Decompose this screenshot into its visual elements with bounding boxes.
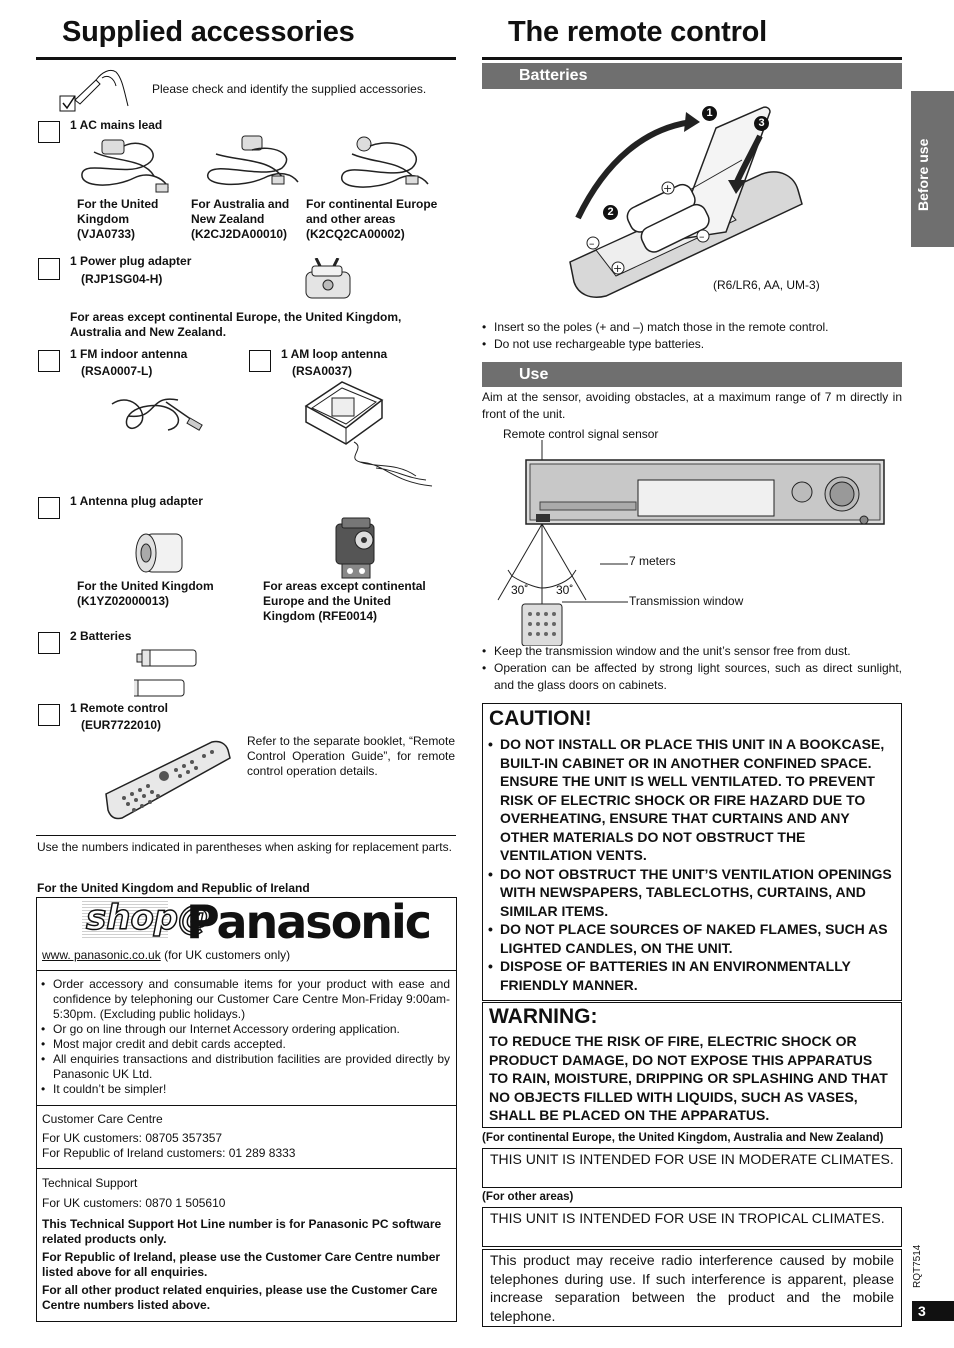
tech-note-2: For Republic of Ireland, please use the Customer Care Centre number listed above for all enquiries. xyxy=(42,1250,441,1279)
remote-code: (EUR7722010) xyxy=(81,718,162,732)
shop-bullet: • Order accessory and consumable items for your product with ease and confidence by telephoning our Customer Care Centre Mon-Friday 9:00am- 5:30pm. (Excluding public holidays.) xyxy=(41,977,450,1022)
angle-right-label: 30˚ xyxy=(556,583,574,597)
ac-lead-uk: For the United Kingdom (VJA0733) xyxy=(77,197,159,241)
title-rule-right xyxy=(482,57,902,60)
page-title-left: Supplied accessories xyxy=(62,16,355,48)
tech-note-1: This Technical Support Hot Line number is for Panasonic PC software related products only. xyxy=(42,1217,442,1246)
eu-mains-lead-image xyxy=(336,136,436,196)
window-label: Transmission window xyxy=(629,594,744,608)
tech-note-3: For all other product related enquiries, please use the Customer Care Centre numbers listed above. xyxy=(42,1283,438,1312)
panasonic-logo: Panasonic xyxy=(186,895,431,949)
uk-antenna-plug-image xyxy=(132,530,190,576)
battery-types: (R6/LR6, AA, UM-3) xyxy=(713,278,820,292)
power-plug-adapter-image xyxy=(298,258,360,304)
warning-text: TO REDUCE THE RISK OF FIRE, ELECTRIC SHOCK OR PRODUCT DAMAGE, DO NOT EXPOSE THIS APPARATUS TO RAIN, MOISTURE, DRIPPING OR SPLASHING AND THAT NO OBJECTS FILLED WITH LIQUIDS, SUCH AS VASES, SHALL BE PLACED ON THE APPARATUS. xyxy=(489,1033,888,1123)
remote-label: 1 Remote control xyxy=(70,701,169,715)
interference-box: This product may receive radio interference caused by mobile telephones during use. If such interference is apparent, please increase separation between the product and the mobile telephone. xyxy=(482,1249,902,1327)
shop-bullet: • Or go on line through our Internet Accessory ordering application. xyxy=(41,1022,450,1037)
shop-bullets xyxy=(41,977,450,1097)
power-plug-checkbox[interactable] xyxy=(38,258,60,280)
battery-insertion-image xyxy=(566,100,806,300)
range-label: 7 meters xyxy=(629,554,676,568)
caution-title: CAUTION! xyxy=(489,707,592,730)
caution-item: • DO NOT OBSTRUCT THE UNIT’S VENTILATION OPENINGS WITH NEWSPAPERS, TABLECLOTHS, CURTAINS, AND SIMILAR ITEMS. xyxy=(488,865,894,921)
uk-heading: For the United Kingdom and Republic of Ireland xyxy=(37,881,310,895)
batteries-heading: Batteries xyxy=(482,63,902,89)
use-bullet: • Operation can be affected by strong light sources, such as direct sunlight, and the glass doors on cabinets. xyxy=(482,660,902,694)
warning-title: WARNING: xyxy=(489,1005,598,1028)
antenna-plug-other: For areas except continental Europe and the United Kingdom (RFE0014) xyxy=(263,579,426,623)
ac-lead-label: 1 AC mains lead xyxy=(70,118,163,132)
caution-list xyxy=(488,735,894,994)
intro-text: Please check and identify the supplied accessories. xyxy=(152,82,427,96)
use-bullets xyxy=(482,643,902,694)
page-title-right: The remote control xyxy=(508,16,768,48)
divider-left xyxy=(36,835,456,836)
fm-antenna-checkbox[interactable] xyxy=(38,350,60,372)
ac-lead-au: For Australia and New Zealand (K2CJ2DA00010) xyxy=(191,197,290,241)
antenna-plug-label: 1 Antenna plug adapter xyxy=(70,494,203,508)
shop-divider-3 xyxy=(37,1168,456,1169)
fm-antenna-code: (RSA0007-L) xyxy=(81,364,153,378)
region-1-box: THIS UNIT IS INTENDED FOR USE IN MODERATE CLIMATES. xyxy=(482,1148,902,1188)
use-text: Aim at the sensor, avoiding obstacles, at a maximum range of 7 m directly in front of the unit. xyxy=(482,390,902,421)
sensor-label: Remote control signal sensor xyxy=(503,427,659,441)
panasonic-url-link[interactable]: www. panasonic.co.uk xyxy=(42,948,161,962)
svg-text:–: – xyxy=(699,230,705,243)
side-tab-label: Before use xyxy=(915,138,931,211)
power-plug-note: For areas except continental Europe, the United Kingdom, Australia and New Zealand. xyxy=(70,310,402,339)
step-3-badge: 3 xyxy=(754,116,769,131)
shop-divider-1 xyxy=(37,970,456,971)
page-number: 3 xyxy=(912,1301,954,1321)
au-mains-lead-image xyxy=(202,134,302,194)
antenna-plug-uk: For the United Kingdom (K1YZ02000013) xyxy=(77,579,214,608)
am-antenna-code: (RSA0037) xyxy=(292,364,353,378)
shop-bullet: • Most major credit and debit cards accepted. xyxy=(41,1037,450,1052)
shop-bullet: • It couldn’t be simpler! xyxy=(41,1082,450,1097)
use-bullet: • Keep the transmission window and the unit’s sensor free from dust. xyxy=(482,643,902,660)
caution-item: • DISPOSE OF BATTERIES IN AN ENVIRONMENTALLY FRIENDLY MANNER. xyxy=(488,957,894,994)
panasonic-url-line: www. panasonic.co.uk (for UK customers only) xyxy=(42,948,291,962)
region-1-heading: (For continental Europe, the United Kingdom, Australia and New Zealand) xyxy=(482,1132,884,1144)
ac-lead-checkbox[interactable] xyxy=(38,121,60,143)
use-heading: Use xyxy=(482,362,902,387)
am-antenna-label: 1 AM loop antenna xyxy=(281,347,388,361)
svg-text:–: – xyxy=(589,237,595,250)
battery-bullet: • Do not use rechargeable type batteries. xyxy=(482,336,902,353)
region-2-box: THIS UNIT IS INTENDED FOR USE IN TROPICAL CLIMATES. xyxy=(482,1207,902,1247)
svg-text:+: + xyxy=(613,262,623,275)
fm-antenna-label: 1 FM indoor antenna xyxy=(70,347,188,361)
region-2-heading: (For other areas) xyxy=(482,1191,574,1203)
power-plug-label: 1 Power plug adapter xyxy=(70,254,192,268)
angle-left-label: 30˚ xyxy=(511,583,529,597)
battery-bullets xyxy=(482,319,902,353)
power-plug-code: (RJP1SG04-H) xyxy=(81,272,163,286)
batteries-checkbox[interactable] xyxy=(38,632,60,654)
svg-text:+: + xyxy=(663,182,673,195)
doc-code: RQT7514 xyxy=(912,1244,923,1288)
tech-title: Technical Support xyxy=(42,1176,138,1190)
am-antenna-checkbox[interactable] xyxy=(249,350,271,372)
battery-bullet: • Insert so the poles (+ and –) match those in the remote control. xyxy=(482,319,902,336)
care-uk: For UK customers: 08705 357357 xyxy=(42,1131,223,1145)
batteries-image xyxy=(134,648,200,698)
title-rule-left xyxy=(36,57,456,60)
shop-divider-2 xyxy=(37,1105,456,1106)
caution-item: • DO NOT PLACE SOURCES OF NAKED FLAMES, SUCH AS LIGHTED CANDLES, ON THE UNIT. xyxy=(488,920,894,957)
fm-antenna-image xyxy=(108,386,208,444)
check-pen-icon xyxy=(58,66,138,116)
uk-mains-lead-image xyxy=(74,136,174,196)
step-2-badge: 2 xyxy=(603,205,618,220)
shop-logo: shop@ xyxy=(86,898,213,938)
step-1-badge: 1 xyxy=(702,106,717,121)
remote-checkbox[interactable] xyxy=(38,704,60,726)
care-ie: For Republic of Ireland customers: 01 289 8333 xyxy=(42,1146,296,1160)
shop-bullet: • All enquiries transactions and distribution facilities are provided directly by Panasonic UK Ltd. xyxy=(41,1052,450,1082)
am-loop-antenna-image xyxy=(296,378,436,490)
remote-refer-text: Refer to the separate booklet, “Remote Control Operation Guide”, for remote control operation details. xyxy=(247,734,455,778)
side-tab xyxy=(911,91,954,247)
remote-range-diagram xyxy=(484,440,894,646)
replacement-note: Use the numbers indicated in parentheses when asking for replacement parts. xyxy=(37,840,452,854)
caution-item: • DO NOT INSTALL OR PLACE THIS UNIT IN A BOOKCASE, BUILT-IN CABINET OR IN ANOTHER CONFINED SPACE. ENSURE THE UNIT IS WELL VENTILATED. TO PREVENT RISK OF ELECTRIC SHOCK OR FIRE HAZARD DUE TO OVERHEATING, ENSURE THAT CURTAINS AND ANY OTHER MATERIALS DO NOT OBSTRUCT THE VENTILATION VENTS. xyxy=(488,735,894,865)
tech-uk: For UK customers: 0870 1 505610 xyxy=(42,1196,226,1210)
eu-antenna-plug-image xyxy=(330,514,386,582)
antenna-plug-checkbox[interactable] xyxy=(38,497,60,519)
batteries-label: 2 Batteries xyxy=(70,629,132,643)
care-title: Customer Care Centre xyxy=(42,1112,163,1126)
ac-lead-eu: For continental Europe and other areas (K2CQ2CA00002) xyxy=(306,197,438,241)
remote-control-image xyxy=(104,738,234,820)
